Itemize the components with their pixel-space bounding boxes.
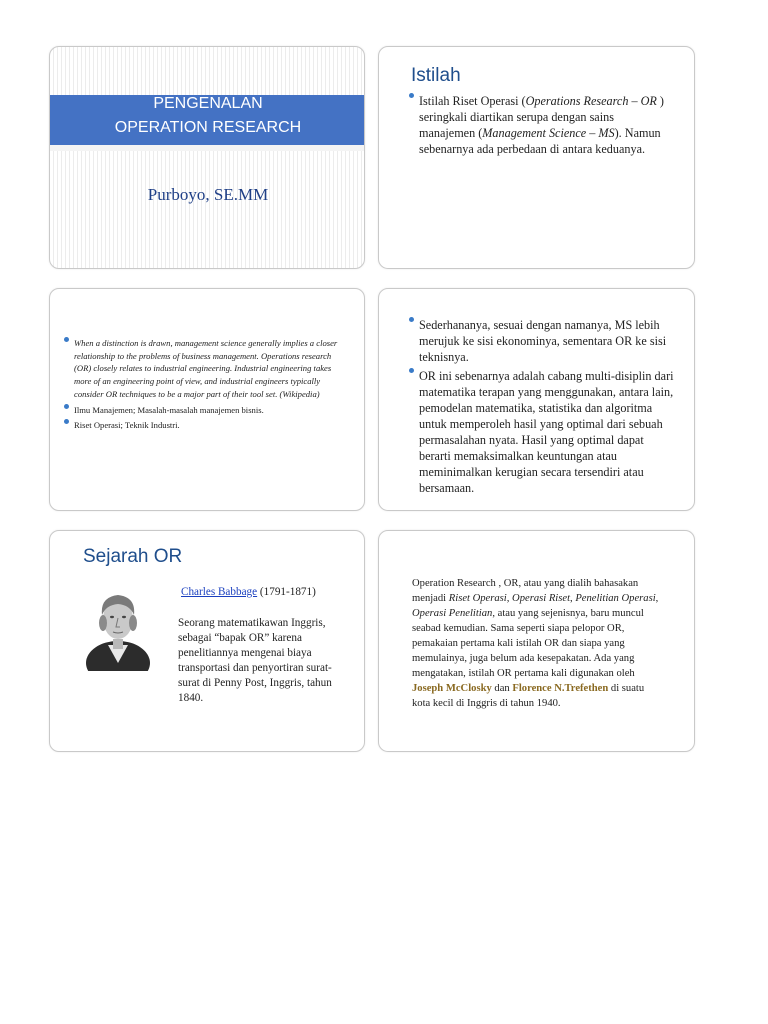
list-item: When a distinction is drawn, management science generally implies a closer relationship to the problems of business management. Operations research (OR) closely relates to industrial engineering. Industrial engineering takes more of an engineering point of view, and industrial engineers typically consider OR techniques to be a major part of their tool set. (Wikipedia) <box>64 337 342 401</box>
babbage-link[interactable]: Charles Babbage <box>181 586 258 598</box>
list-item: Ilmu Manajemen; Masalah-masalah manajemen bisnis. <box>64 404 342 417</box>
history-paragraph: Operation Research , OR, atau yang dialih bahasakan menjadi Riset Operasi, Operasi Riset, Penelitian Operasi, Operasi Penelitian, atau yang sejenisnya, baru muncul seabad kemudian. Sama seperti siapa pelopor OR, pemakaian pertama kali istilah OR dan siapa yang memulainya, juga belum ada kesepakatan. Ada yang mengatakan, istilah OR pertama kali digunakan oleh Joseph McClosky dan Florence N.Trefethen di suatu kota kecil di Inggris di tahun 1940. <box>412 578 659 709</box>
title-line-1: PENGENALAN <box>153 95 263 112</box>
title-strip <box>50 145 365 151</box>
bullet-list <box>64 337 342 432</box>
babbage-line <box>181 585 351 600</box>
name-trefethen: Florence N.Trefethen <box>512 683 609 694</box>
title-line-2: OPERATION RESEARCH <box>114 119 302 136</box>
babbage-portrait <box>80 583 156 671</box>
bullet-list <box>409 317 677 496</box>
author-subtitle: Purboyo, SE.MM <box>147 185 269 204</box>
name-mcclosky: Joseph McClosky <box>412 683 492 694</box>
bullet-list <box>409 93 671 157</box>
babbage-description: Seorang matematikawan Inggris, sebagai “bapak OR” karena penelitiannya mengenai biaya transportasi dan penyortiran surat-surat di Penny Post, Inggris, tahun 1840. <box>178 617 332 704</box>
list-item: Riset Operasi; Teknik Industri. <box>64 419 342 432</box>
slide-heading: Istilah <box>411 65 461 86</box>
slide-definition <box>49 288 365 511</box>
slide-sejarah <box>49 530 365 752</box>
babbage-years: (1791-1871) <box>257 586 316 598</box>
slide-heading: Sejarah OR <box>83 546 183 567</box>
list-item: OR ini sebenarnya adalah cabang multi-disiplin dari matematika terapan yang menggunakan, antara lain, pemodelan matematika, statistika dan algoritma untuk memperoleh hasil yang optimal dari sebuah permasalahan nyata. Hasil yang optimal dapat berarti memaksimalkan keuntungan atau meminimalkan kerugian secara tersendiri atau bersamaan. <box>409 368 677 496</box>
list-item: Sederhananya, sesuai dengan namanya, MS lebih merujuk ke sisi ekonominya, sementara OR ke sisi teknisnya. <box>409 317 677 365</box>
title-band <box>50 95 365 146</box>
slide-explanation <box>378 288 695 511</box>
slide-title <box>49 46 365 269</box>
list-item: Istilah Riset Operasi (Operations Research – OR ) seringkali diartikan serupa dengan sains manajemen (Management Science – MS). Namun sebenarnya ada perbedaan di antara keduanya. <box>409 93 671 157</box>
slide-history-text <box>378 530 695 752</box>
slide-istilah <box>378 46 695 269</box>
